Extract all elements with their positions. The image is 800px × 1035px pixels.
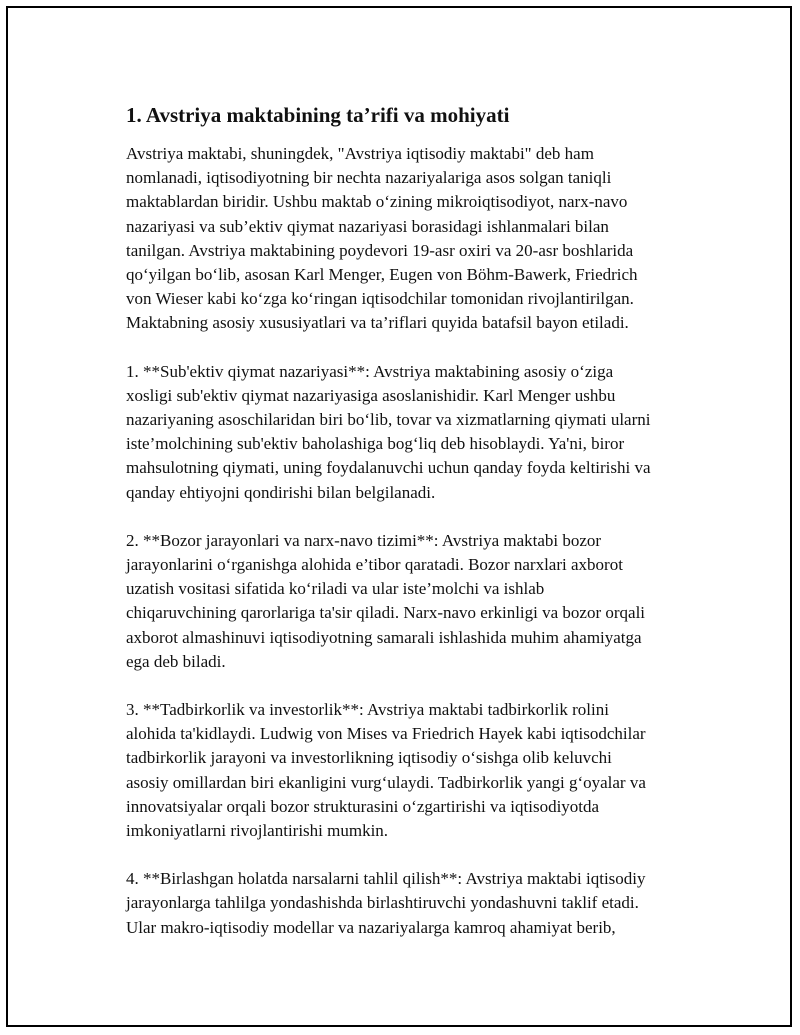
text-line: maktablardan biridir. Ushbu maktab o‘zining mikroiqtisodiyot, narx-navo (126, 192, 628, 212)
text-line: chiqaruvchining qarorlariga ta'sir qiladi. Narx-navo erkinligi va bozor orqali (126, 603, 646, 623)
text-line: uzatish vositasi sifatida ko‘riladi va ular iste’molchi va ishlab (126, 579, 545, 599)
text-line: 4. **Birlashgan holatda narsalarni tahlil qilish**: Avstriya maktabi iqtisodiy (126, 869, 646, 889)
text-line: qanday ehtiyojni qondirishi bilan belgilanadi. (126, 482, 436, 502)
text-line: mahsulotning qiymati, uning foydalanuvchi uchun qanday foyda keltirishi va (126, 458, 651, 478)
text-line: iste’molchining sub'ektiv baholashiga bog‘liq deb hisoblaydi. Ya'ni, biror (126, 434, 625, 454)
text-line: Maktabning asosiy xususiyatlari va ta’riflari quyida batafsil bayon etiladi. (126, 313, 629, 333)
text-line: jarayonlarini o‘rganishga alohida e’tibor qaratadi. Bozor narxlari axborot (126, 555, 623, 575)
text-line: 3. **Tadbirkorlik va investorlik**: Avstriya maktabi tadbirkorlik rolini (126, 700, 609, 720)
section-heading: 1. Avstriya maktabining ta’rifi va mohiyati (126, 103, 510, 127)
point-2-paragraph (126, 529, 706, 674)
text-line: asosiy omillardan biri ekanligini vurg‘ulaydi. Tadbirkorlik yangi g‘oyalar va (126, 772, 646, 792)
text-line: axborot almashinuvi iqtisodiyotning samarali ishlashida muhim ahamiyatga (126, 627, 642, 647)
text-line: Ular makro-iqtisodiy modellar va nazariyalarga kamroq ahamiyat berib, (126, 917, 616, 937)
point-3-paragraph (126, 698, 706, 843)
text-line: nazariyasi va sub’ektiv qiymat nazariyasi borasidagi ishlanmalari bilan (126, 216, 609, 236)
intro-paragraph (126, 142, 706, 336)
text-line: nomlanadi, iqtisodiyotning bir nechta nazariyalariga asos solgan taniqli (126, 168, 612, 188)
text-line: 1. **Sub'ektiv qiymat nazariyasi**: Avstriya maktabining asosiy o‘ziga (126, 361, 614, 381)
point-1-paragraph (126, 360, 706, 505)
text-line: 2. **Bozor jarayonlari va narx-navo tizimi**: Avstriya maktabi bozor (126, 530, 602, 550)
text-line: nazariyaning asoschilaridan biri bo‘lib, tovar va xizmatlarning qiymati ularni (126, 410, 651, 430)
point-4-paragraph (126, 867, 706, 940)
text-line: von Wieser kabi ko‘zga ko‘ringan iqtisodchilar tomonidan rivojlantirilgan. (126, 289, 634, 309)
text-line: Avstriya maktabi, shuningdek, "Avstriya iqtisodiy maktabi" deb ham (126, 144, 594, 163)
document-body (126, 100, 706, 964)
page-frame (6, 6, 792, 1027)
text-line: tadbirkorlik jarayoni va investorlikning iqtisodiy o‘sishga olib keluvchi (126, 748, 612, 768)
text-line: innovatsiyalar orqali bozor strukturasini o‘zgartirishi va iqtisodiyotda (126, 796, 600, 816)
text-line: jarayonlarga tahlilga yondashishda birlashtiruvchi yondashuvni taklif etadi. (126, 893, 639, 913)
text-line: tanilgan. Avstriya maktabining poydevori 19-asr oxiri va 20-asr boshlarida (126, 240, 634, 260)
text-line: xosligi sub'ektiv qiymat nazariyasiga asoslanishidir. Karl Menger ushbu (126, 385, 616, 405)
text-line: imkoniyatlarni rivojlantirishi mumkin. (126, 821, 389, 841)
text-line: qo‘yilgan bo‘lib, asosan Karl Menger, Eugen von Böhm-Bawerk, Friedrich (126, 265, 638, 285)
text-line: alohida ta'kidlaydi. Ludwig von Mises va Friedrich Hayek kabi iqtisodchilar (126, 724, 646, 744)
text-line: ega deb biladi. (126, 651, 226, 671)
